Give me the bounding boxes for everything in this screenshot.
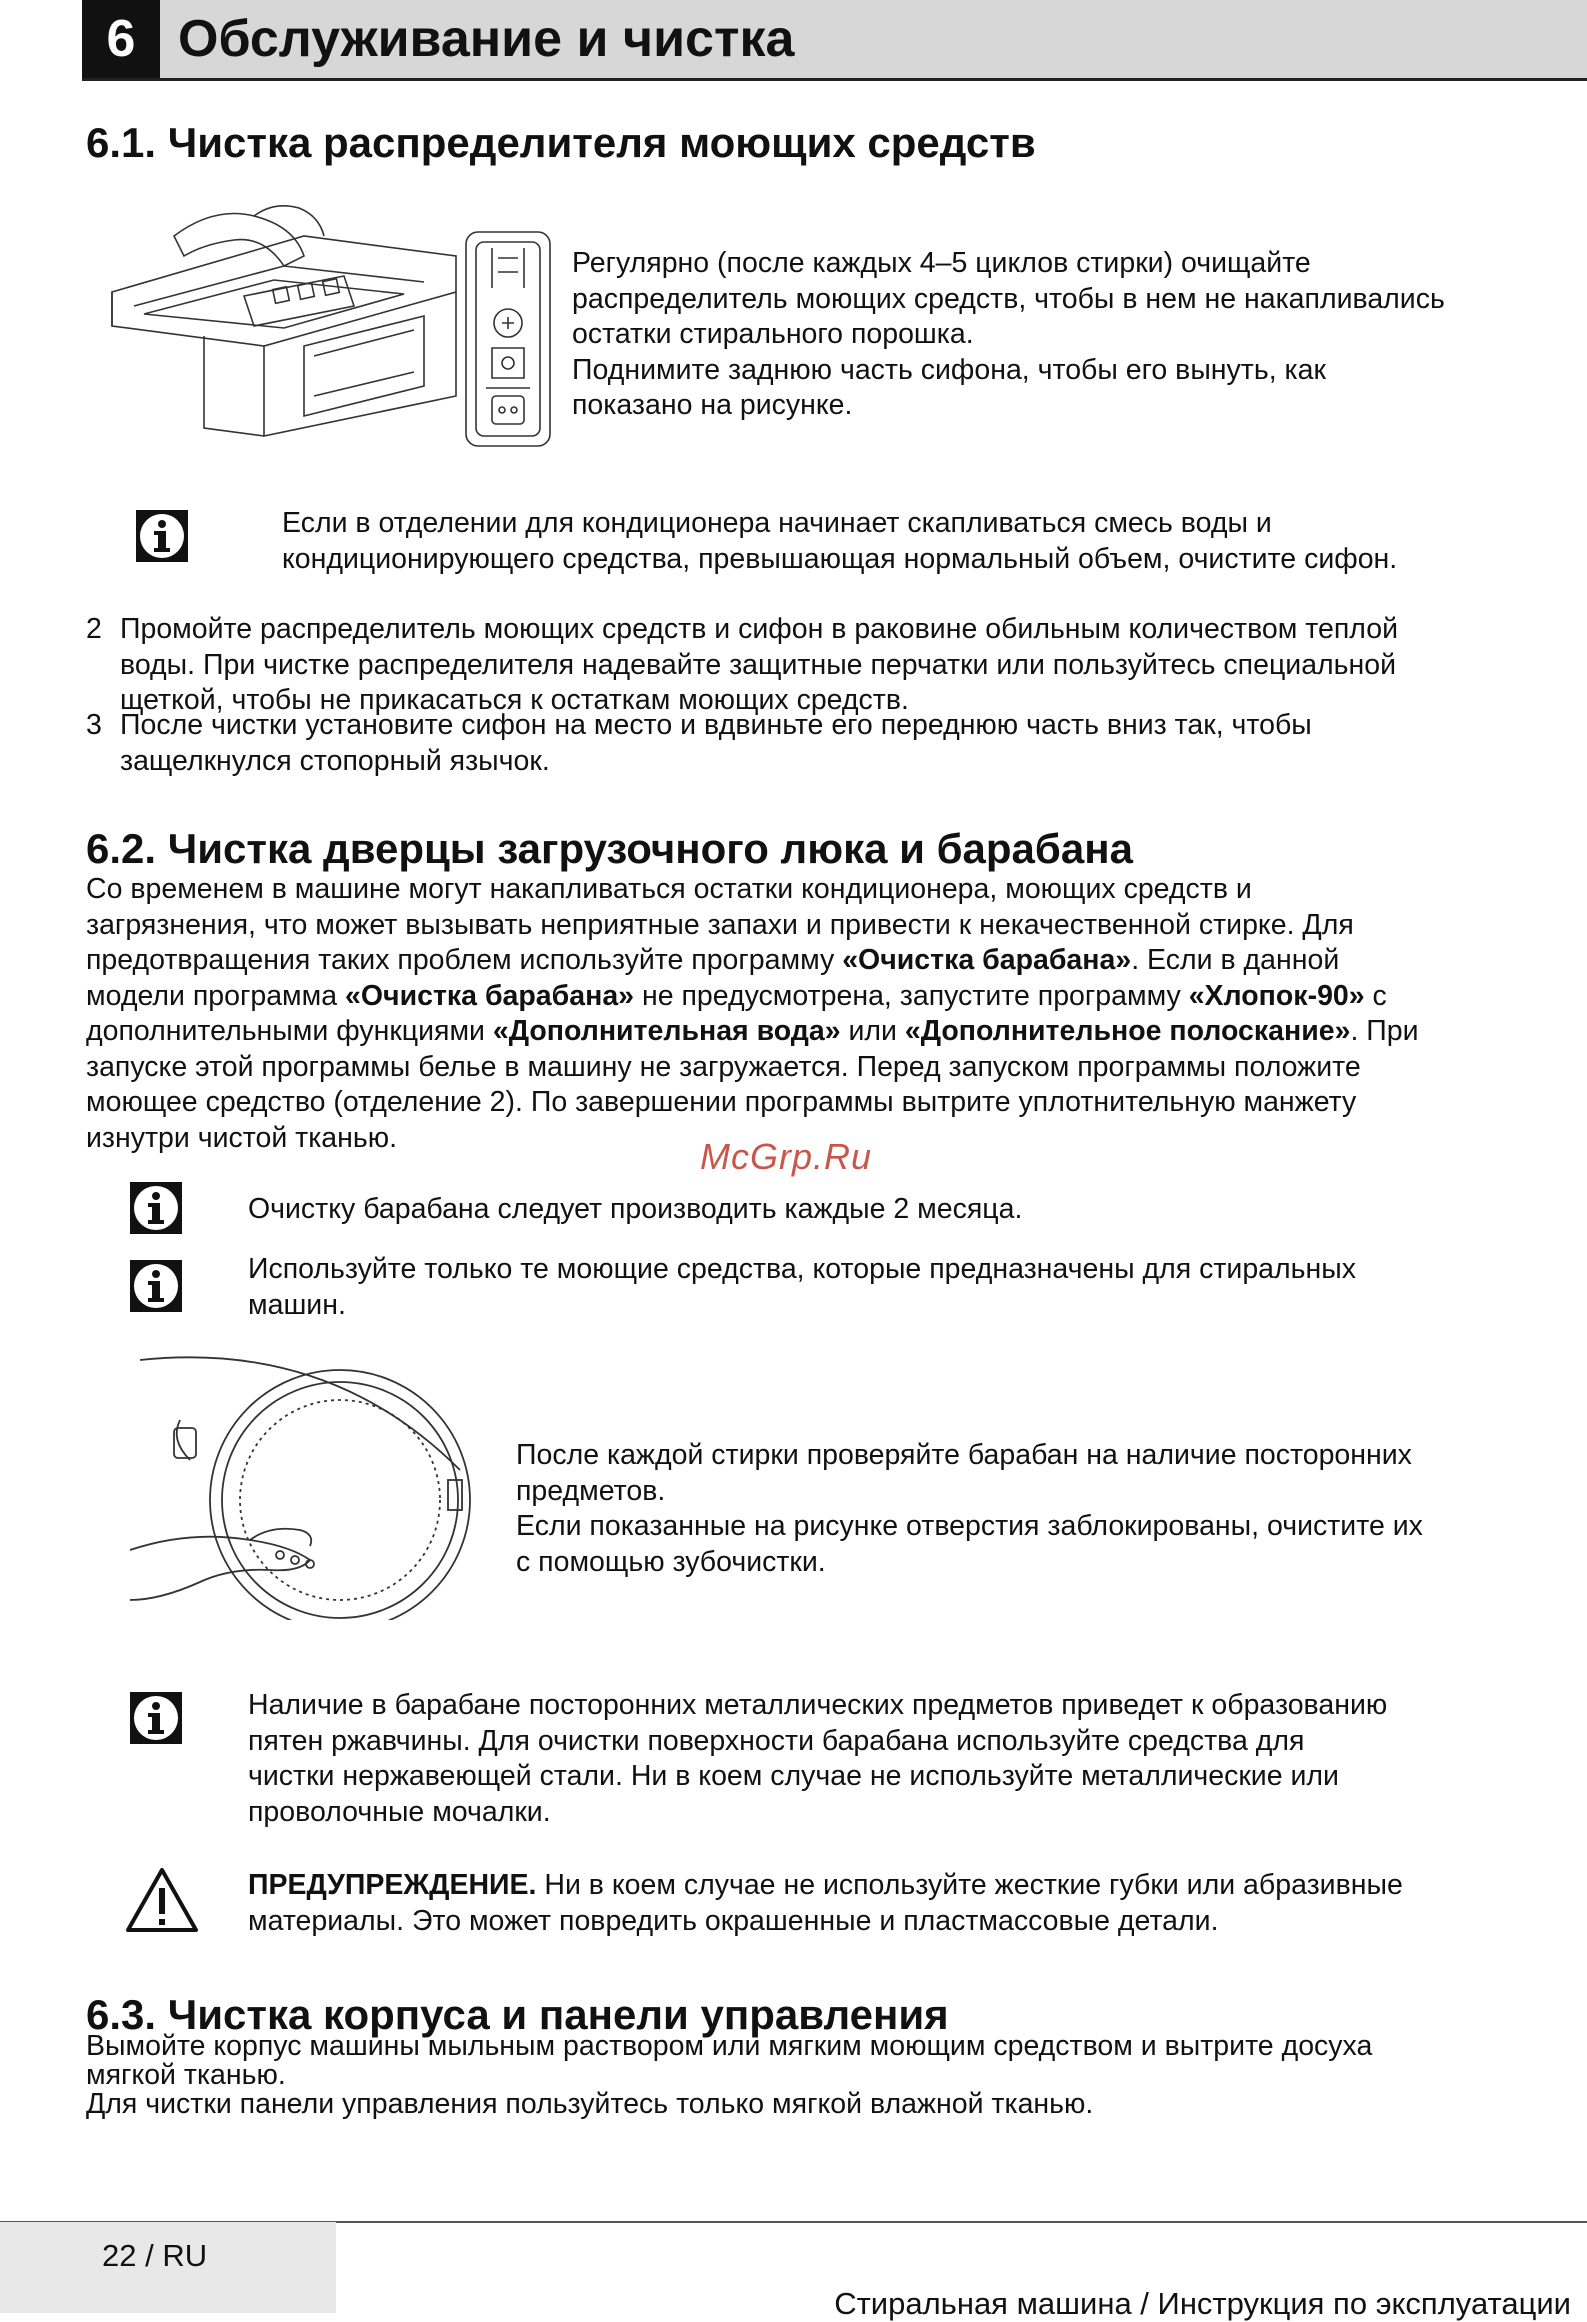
- drum-cleaning-paragraph: Со временем в машине могут накапливаться остатки кондиционера, моющих средств и загрязнения, что может вызывать неприятные запахи и привести к некачественной стирке. Для предотвращения таких проблем используйте программу «Очистка барабана». Если в данной модели программа «Очистка барабана» не предусмотрена, запустите программу «Хлопок-90» с дополнительными функциями «Дополнительная вода» или «Дополнительное полоскание». При запуске этой программы белье в машину не загружается. Перед запуском программы положите моющее средство (отделение 2). По завершении программы вытрите уплотнительную манжету изнутри чистой тканью.: [86, 873, 1419, 1154]
- drum-cleaning-frequency-note: Очистку барабана следует производить каждые 2 месяца.: [248, 1193, 1023, 1225]
- detergent-note: Используйте только те моющие средства, которые предназначены для стиральных машин.: [248, 1253, 1356, 1321]
- document-title: Стиральная машина / Инструкция по эксплуатации: [834, 2286, 1571, 2321]
- watermark: McGrp.Ru: [700, 1136, 873, 1177]
- info-icon: [128, 1258, 184, 1314]
- page-number: 22 / RU: [102, 2238, 208, 2273]
- section-heading-6-2: 6.2. Чистка дверцы загрузочного люка и барабана: [86, 825, 1133, 872]
- warning-icon: [124, 1866, 200, 1934]
- chapter-number: 6: [82, 0, 160, 78]
- siphon-note: Если в отделении для кондиционера начинает скапливаться смесь воды и кондиционирующего средства, превышающая нормальный объем, очистите сифон.: [282, 507, 1398, 575]
- drum-door-illustration: [130, 1350, 480, 1620]
- siphon-illustration: [462, 228, 554, 450]
- body-cleaning-text: Вымойте корпус машины мыльным раствором или мягким моющим средством и вытрите досуха мягкой тканью. Для чистки панели управления пользуйтесь только мягкой влажной тканью.: [86, 2030, 1373, 2120]
- step-3: 3 После чистки установите сифон на место и вдвиньте его переднюю часть вниз так, чтобы защелкнулся стопорный язычок.: [86, 709, 1312, 777]
- dispenser-drawer-illustration: [104, 196, 464, 452]
- warning-text: ПРЕДУПРЕЖДЕНИЕ. Ни в коем случае не используйте жесткие губки или абразивные материалы. Это может повредить окрашенные и пластмассовые детали.: [248, 1869, 1403, 1937]
- step-number: 2: [86, 613, 102, 645]
- step-number: 3: [86, 709, 102, 741]
- drum-check-text: После каждой стирки проверяйте барабан на наличие посторонних предметов. Если показанные на рисунке отверстия заблокированы, очистите их с помощью зубочистки.: [516, 1439, 1423, 1578]
- info-icon: [128, 1690, 184, 1746]
- warning-label: ПРЕДУПРЕЖДЕНИЕ.: [248, 1869, 537, 1901]
- section-heading-6-3: 6.3. Чистка корпуса и панели управления: [86, 1991, 949, 2038]
- info-icon: [128, 1180, 184, 1236]
- step-2: 2 Промойте распределитель моющих средств и сифон в раковине обильным количеством теплой воды. При чистке распределителя надевайте защитные перчатки или пользуйтесь специальной щеткой, чтобы не прикасаться к остаткам моющих средств.: [86, 613, 1399, 716]
- dispenser-intro-text: Регулярно (после каждых 4–5 циклов стирки) очищайте распределитель моющих средств, чтобы в нем не накапливались остатки стирального порошка. Поднимите заднюю часть сифона, чтобы его вынуть, как показано на рисунке.: [572, 247, 1445, 421]
- info-icon: [134, 508, 190, 564]
- metal-objects-note: Наличие в барабане посторонних металлических предметов приведет к образованию пятен ржавчины. Для очистки поверхности барабана используйте средства для чистки нержавеющей стали. Ни в коем случае не используйте металлические или проволочные мочалки.: [248, 1689, 1388, 1828]
- section-heading-6-1: 6.1. Чистка распределителя моющих средств: [86, 119, 1036, 166]
- chapter-title: Обслуживание и чистка: [178, 10, 795, 68]
